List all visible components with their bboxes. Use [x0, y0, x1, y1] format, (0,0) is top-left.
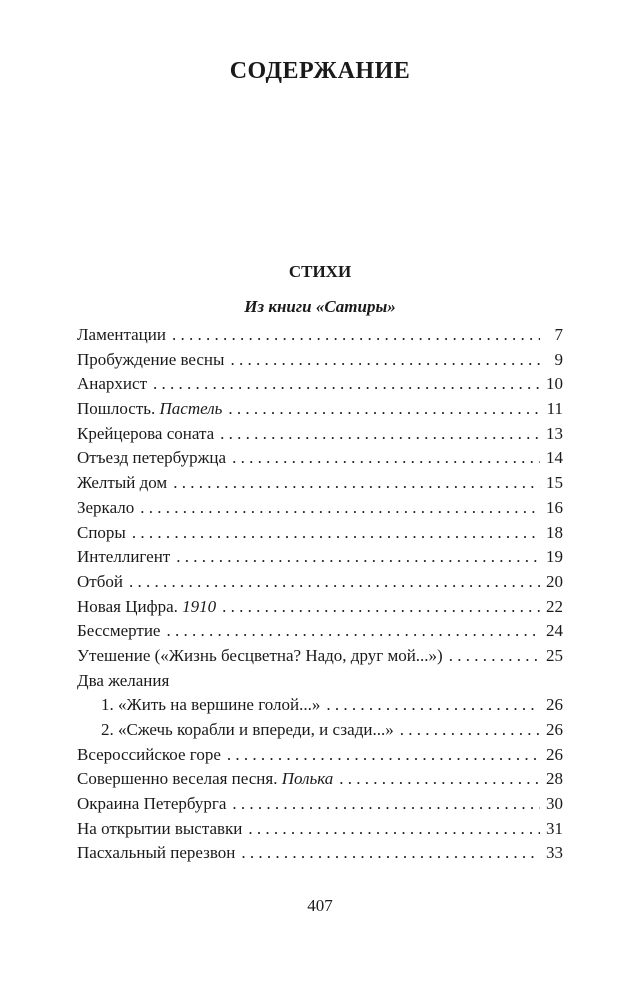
toc-entry-title: [77, 570, 123, 595]
dot-leader: [227, 743, 540, 768]
toc-entry: [77, 644, 563, 669]
toc-entry-title: [77, 595, 216, 620]
toc-entry: [77, 595, 563, 620]
toc-entry-title-text: Споры: [77, 522, 126, 542]
toc-entry-title-text: Всероссийское горе: [77, 744, 221, 764]
toc-entry-title-text: Зеркало: [77, 497, 135, 517]
toc-entry: [77, 422, 563, 447]
toc-entry-page: 18: [546, 522, 563, 542]
toc-entry-page: 19: [546, 547, 563, 567]
toc-entry: [77, 792, 563, 817]
toc-entry-page: 13: [546, 423, 563, 443]
toc-entry: [77, 570, 563, 595]
toc-entry-title-italic: 1910: [182, 596, 217, 616]
dot-leader: [153, 372, 540, 397]
dot-leader: [326, 693, 540, 718]
toc-entry: [77, 619, 563, 644]
toc-entry-title: [77, 644, 443, 669]
dot-leader: [400, 718, 540, 743]
toc-entry-title-text: Анархист: [77, 374, 147, 394]
toc-entry-page: 26: [546, 695, 563, 715]
table-of-contents: [77, 323, 563, 866]
section-title: СТИХИ: [288, 262, 352, 281]
toc-entry-title-italic: Полька: [281, 769, 334, 789]
toc-entry-page: 26: [546, 720, 563, 739]
dot-leader: [173, 471, 540, 496]
toc-entry-title-text: Отбой: [77, 571, 123, 591]
toc-entry-page: 11: [546, 399, 563, 419]
dot-leader: [339, 767, 540, 792]
toc-entry: [77, 817, 563, 842]
toc-entry-title: [77, 323, 166, 348]
toc-entry-title: [77, 545, 170, 570]
toc-entry-page: 26: [546, 744, 563, 764]
toc-entry-title: [77, 446, 226, 471]
dot-leader: [166, 619, 540, 644]
toc-entry: [77, 397, 563, 422]
toc-entry-title: [77, 619, 160, 644]
toc-entry-title-text: Окраина Петербурга: [77, 794, 227, 814]
toc-entry: [77, 496, 563, 521]
toc-entry-title: [77, 841, 235, 866]
toc-entry-page: 30: [546, 794, 563, 814]
toc-entry-title-text: Новая Цифра.: [77, 596, 183, 616]
dot-leader: [140, 496, 540, 521]
toc-entry: [77, 348, 563, 373]
toc-entry-title: [77, 521, 126, 546]
toc-entry-title: [77, 767, 333, 792]
toc-entry-title-text: Интеллигент: [77, 547, 171, 567]
toc-entry: [77, 841, 563, 866]
dot-leader: [132, 521, 540, 546]
toc-entry-page: 9: [554, 349, 563, 369]
toc-entry-title-text: Пошлость.: [77, 399, 160, 419]
toc-entry-title: [77, 743, 221, 768]
toc-entry: [77, 767, 563, 792]
toc-entry: [77, 471, 563, 496]
toc-entry-title: [101, 718, 394, 743]
toc-entry-title: [77, 348, 224, 373]
toc-entry-title-text: Ламентации: [77, 325, 166, 344]
toc-entry-page: 25: [546, 645, 563, 665]
toc-entry-title: [77, 817, 242, 842]
toc-entry-title-text: На открытии выставки: [77, 818, 243, 838]
toc-entry: [77, 669, 563, 694]
subsection-title: Из книги «Сатиры»: [244, 297, 396, 316]
toc-entry-page: 14: [546, 448, 563, 468]
toc-entry-title-text: 1. «Жить на вершине голой...»: [101, 695, 321, 715]
toc-entry-title: [77, 792, 226, 817]
dot-leader: [248, 817, 540, 842]
dot-leader: [241, 841, 540, 866]
dot-leader: [228, 397, 540, 422]
toc-entry: [77, 372, 563, 397]
toc-entry-title-text: Два желания: [77, 670, 170, 690]
toc-entry-page: 7: [554, 325, 563, 344]
toc-entry-title: [77, 372, 147, 397]
dot-leader: [176, 545, 540, 570]
toc-entry-title: [77, 496, 134, 521]
toc-entry-title-italic: Пастель: [159, 399, 223, 419]
toc-entry-page: 16: [546, 497, 563, 517]
toc-entry: [77, 323, 563, 348]
toc-entry-page: 22: [546, 596, 563, 616]
toc-entry: [77, 545, 563, 570]
toc-entry-title-text: Утешение («Жизнь бесцветна? Надо, друг мой...»): [77, 645, 443, 665]
toc-entry-title-text: Крейцерова соната: [77, 423, 215, 443]
toc-entry-page: 28: [546, 769, 563, 789]
toc-entry-page: 24: [546, 621, 563, 641]
toc-entry: [77, 446, 563, 471]
toc-entry-page: 33: [546, 843, 563, 863]
toc-entry-title: [77, 471, 167, 496]
toc-entry: [77, 693, 563, 718]
toc-entry-title-text: Желтый дом: [77, 473, 168, 493]
toc-entry-page: 31: [546, 818, 563, 838]
toc-entry-title-text: Бессмертие: [77, 621, 161, 641]
toc-entry-title-text: Пробуждение весны: [77, 349, 225, 369]
toc-entry: [77, 743, 563, 768]
toc-entry-page: 10: [546, 374, 563, 394]
toc-entry-title: [77, 669, 169, 694]
toc-entry-title-text: Отъезд петербуржца: [77, 448, 227, 468]
toc-entry-title-text: Пасхальный перезвон: [77, 843, 236, 863]
dot-leader: [232, 446, 540, 471]
dot-leader: [220, 422, 540, 447]
toc-entry-page: 20: [546, 571, 563, 591]
dot-leader: [172, 323, 540, 348]
dot-leader: [449, 644, 540, 669]
dot-leader: [222, 595, 540, 620]
toc-entry: [77, 521, 563, 546]
dot-leader: [232, 792, 540, 817]
toc-entry-title: [77, 397, 222, 422]
dot-leader: [129, 570, 540, 595]
toc-entry: [77, 718, 563, 743]
toc-entry-title: [77, 422, 214, 447]
page-number: 407: [307, 896, 333, 915]
page-title: СОДЕРЖАНИЕ: [229, 58, 411, 84]
toc-entry-page: 15: [546, 473, 563, 493]
toc-entry-title-text: 2. «Сжечь корабли и впереди, и сзади...»: [101, 720, 394, 739]
toc-entry-title: [101, 693, 320, 718]
dot-leader: [230, 348, 540, 373]
toc-entry-title-text: Совершенно веселая песня.: [77, 769, 282, 789]
